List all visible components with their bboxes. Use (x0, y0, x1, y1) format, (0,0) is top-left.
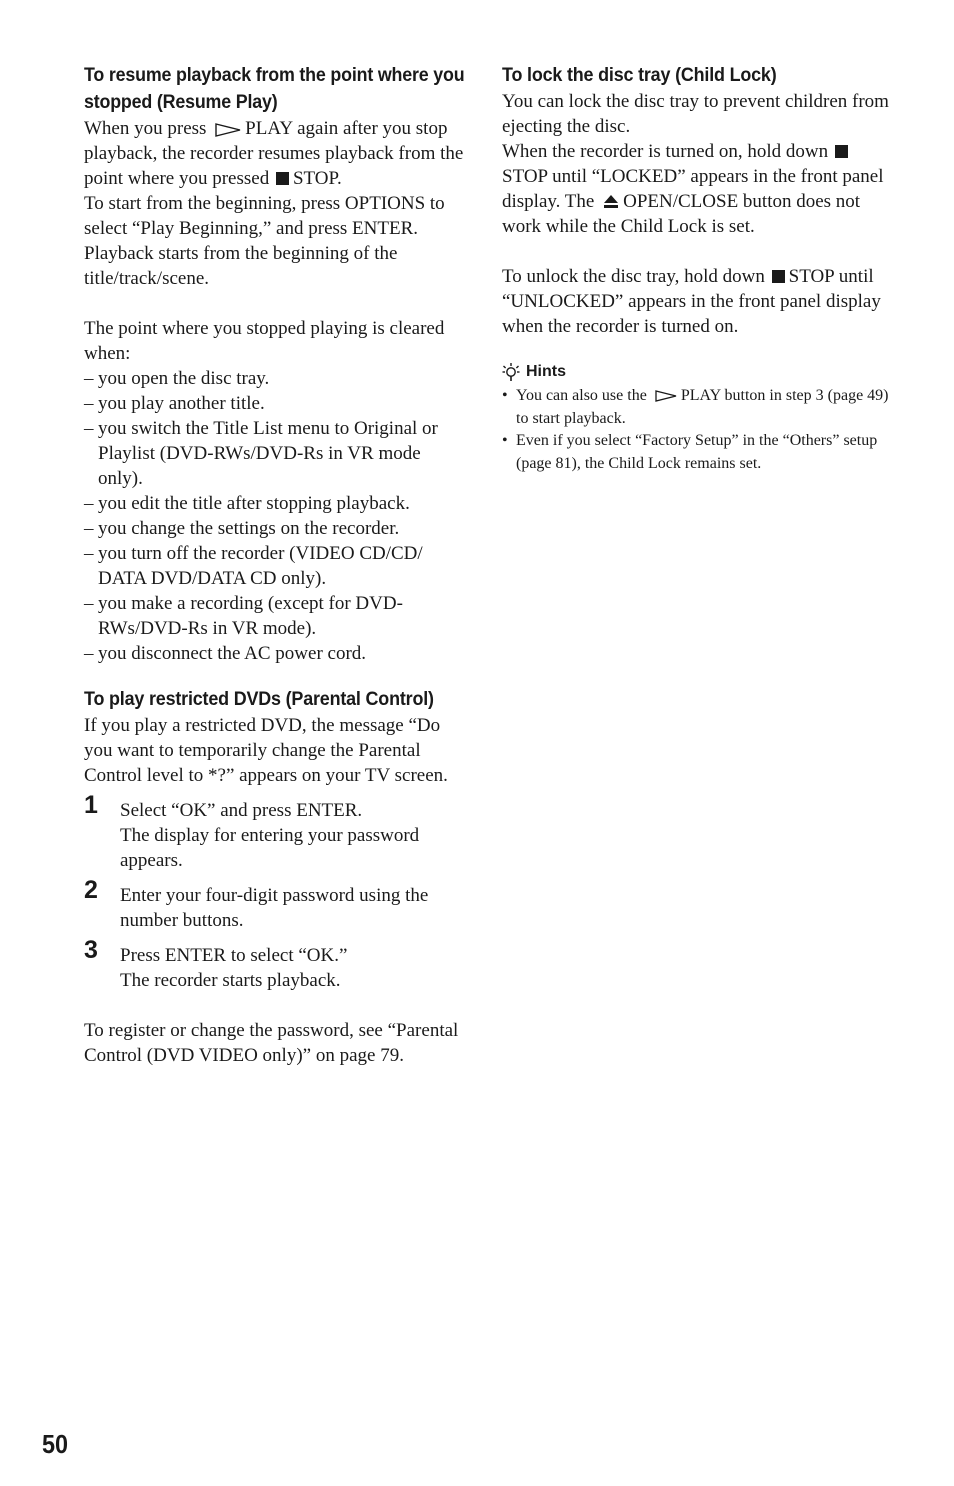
resume-paragraph-1: When you press PLAY again after you stop playback, the recorder resumes playback from the point where you pressed STOP. (84, 118, 464, 189)
step-instruction: Press ENTER to select “OK.” (120, 945, 348, 966)
hint-item: • Even if you select “Factory Setup” in the “Others” setup (page 81), the Child Lock remains set. (502, 430, 894, 475)
register-note: To register or change the password, see “Parental Control (DVD VIDEO only)” on page 79. (84, 1020, 459, 1066)
child-lock-paragraph-2: When the recorder is turned on, hold down STOP until “LOCKED” appears in the front panel display. The OPEN/CLOSE button does not work while the Child Lock is set. (502, 141, 884, 237)
hints-list (502, 385, 894, 475)
list-item: – you turn off the recorder (VIDEO CD/CD/ DATA DVD/DATA CD only). (84, 541, 470, 591)
hint-item: • You can also use the PLAY button in step 3 (page 49) to start playback. (502, 385, 894, 430)
parental-heading: To play restricted DVDs (Parental Control) (84, 688, 434, 710)
list-item: – you change the settings on the recorder. (84, 516, 470, 541)
stop-icon (772, 270, 785, 283)
step-3 (84, 936, 470, 993)
unlock-paragraph: To unlock the disc tray, hold down STOP until “UNLOCKED” appears in the front panel display when the recorder is turned on. (502, 266, 881, 337)
step-number: 3 (84, 936, 98, 964)
hints-title: Hints (526, 363, 566, 380)
play-icon (655, 390, 677, 402)
left-column (84, 62, 470, 1068)
step-2 (84, 876, 470, 933)
cleared-intro: The point where you stopped playing is cleared when: (84, 318, 445, 364)
step-result: The recorder starts playback. (120, 970, 341, 991)
step-number: 1 (84, 791, 98, 819)
list-item: – you play another title. (84, 391, 470, 416)
step-result: The display for entering your password appears. (120, 825, 420, 871)
stop-icon (276, 172, 289, 185)
right-column (502, 62, 894, 475)
list-item: – you edit the title after stopping playback. (84, 491, 470, 516)
child-lock-heading: To lock the disc tray (Child Lock) (502, 64, 777, 86)
list-item: – you disconnect the AC power cord. (84, 641, 470, 666)
hints-header (502, 361, 894, 383)
list-item: – you make a recording (except for DVD-RWs/DVD-Rs in VR mode). (84, 591, 470, 641)
step-instruction: Enter your four-digit password using the number buttons. (120, 885, 429, 931)
step-instruction: Select “OK” and press ENTER. (120, 800, 363, 821)
list-item: – you open the disc tray. (84, 366, 470, 391)
hint-bulb-icon (502, 362, 520, 382)
cleared-conditions-list (84, 366, 470, 666)
stop-icon (835, 145, 848, 158)
parental-intro: If you play a restricted DVD, the message “Do you want to temporarily change the Parental Control level to *?” appears on your TV screen. (84, 715, 448, 786)
play-icon (215, 123, 241, 137)
step-number: 2 (84, 876, 98, 904)
child-lock-paragraph-1: You can lock the disc tray to prevent children from ejecting the disc. (502, 91, 889, 137)
eject-icon (603, 194, 619, 209)
resume-heading: To resume playback from the point where you stopped (Resume Play) (84, 64, 465, 113)
resume-paragraph-2: To start from the beginning, press OPTIONS to select “Play Beginning,” and press ENTER. Playback starts from the beginning of the title/track/scene. (84, 193, 445, 289)
page-number: 50 (42, 1429, 69, 1459)
list-item: – you switch the Title List menu to Original or Playlist (DVD-RWs/DVD-Rs in VR mode only). (84, 416, 470, 491)
step-1 (84, 791, 470, 873)
